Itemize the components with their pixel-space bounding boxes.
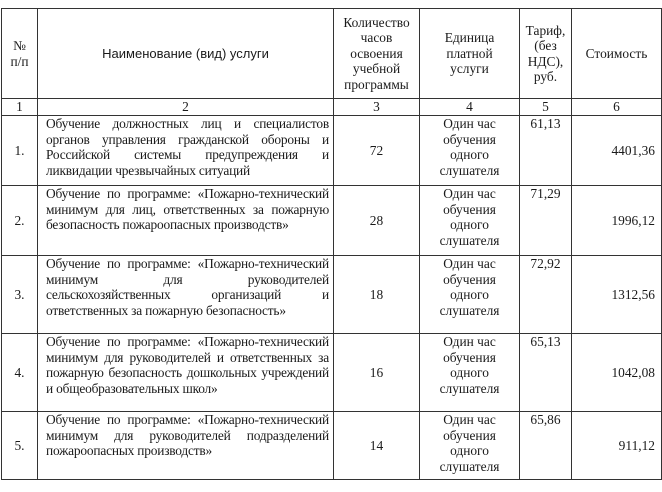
header-hours: Количество часов освоения учебной программы [334,9,420,99]
table-row [2,256,662,334]
row-number: 1. [2,116,38,186]
unit-value: Один час обучения одного слушателя [420,334,520,412]
row-number: 5. [2,412,38,480]
header-unit: Единица платной услуги [420,9,520,99]
unit-value: Один час обучения одного слушателя [420,186,520,256]
hours-value: 72 [334,116,420,186]
unit-value: Один час обучения одного слушателя [420,116,520,186]
row-number: 3. [2,256,38,334]
column-number: 3 [334,99,420,116]
header-num: № п/п [2,9,38,99]
hours-value: 18 [334,256,420,334]
table-row [2,116,662,186]
tariff-table [1,8,662,480]
service-name: Обучение по программе: «Пожарно-технический минимум для лиц, ответственных за пожарную безопасность пожароопасных производств» [38,186,334,256]
service-name: Обучение по программе: «Пожарно-технический минимум для руководителей и ответственных за пожарную безопасность дошкольных учреждений и общеобразовательных школ» [38,334,334,412]
service-name: Обучение по программе: «Пожарно-технический минимум для руководителей подразделений пожароопасных производств» [38,412,334,480]
tariff-value: 71,29 [520,186,572,256]
column-number: 1 [2,99,38,116]
header-row [2,9,662,99]
header-cost: Стоимость [572,9,662,99]
unit-value: Один час обучения одного слушателя [420,412,520,480]
hours-value: 14 [334,412,420,480]
unit-value: Один час обучения одного слушателя [420,256,520,334]
row-number: 4. [2,334,38,412]
column-number: 4 [420,99,520,116]
header-service-name: Наименование (вид) услуги [38,9,334,99]
header-tariff: Тариф, (без НДС), руб. [520,9,572,99]
cost-value: 1042,08 [572,334,662,412]
service-name: Обучение по программе: «Пожарно-технический минимум для руководителей сельскохозяйственных организаций и ответственных за пожарную безопасность» [38,256,334,334]
service-name: Обучение должностных лиц и специалистов органов управления гражданской обороны и Российской системы предупреждения и ликвидации чрезвычайных ситуаций [38,116,334,186]
column-number-row [2,99,662,116]
tariff-value: 65,86 [520,412,572,480]
column-number: 2 [38,99,334,116]
cost-value: 1996,12 [572,186,662,256]
column-number: 5 [520,99,572,116]
table-row [2,334,662,412]
cost-value: 4401,36 [572,116,662,186]
tariff-value: 61,13 [520,116,572,186]
hours-value: 28 [334,186,420,256]
row-number: 2. [2,186,38,256]
table-row [2,412,662,480]
tariff-value: 65,13 [520,334,572,412]
cost-value: 1312,56 [572,256,662,334]
tariff-value: 72,92 [520,256,572,334]
column-number: 6 [572,99,662,116]
hours-value: 16 [334,334,420,412]
table-row [2,186,662,256]
cost-value: 911,12 [572,412,662,480]
